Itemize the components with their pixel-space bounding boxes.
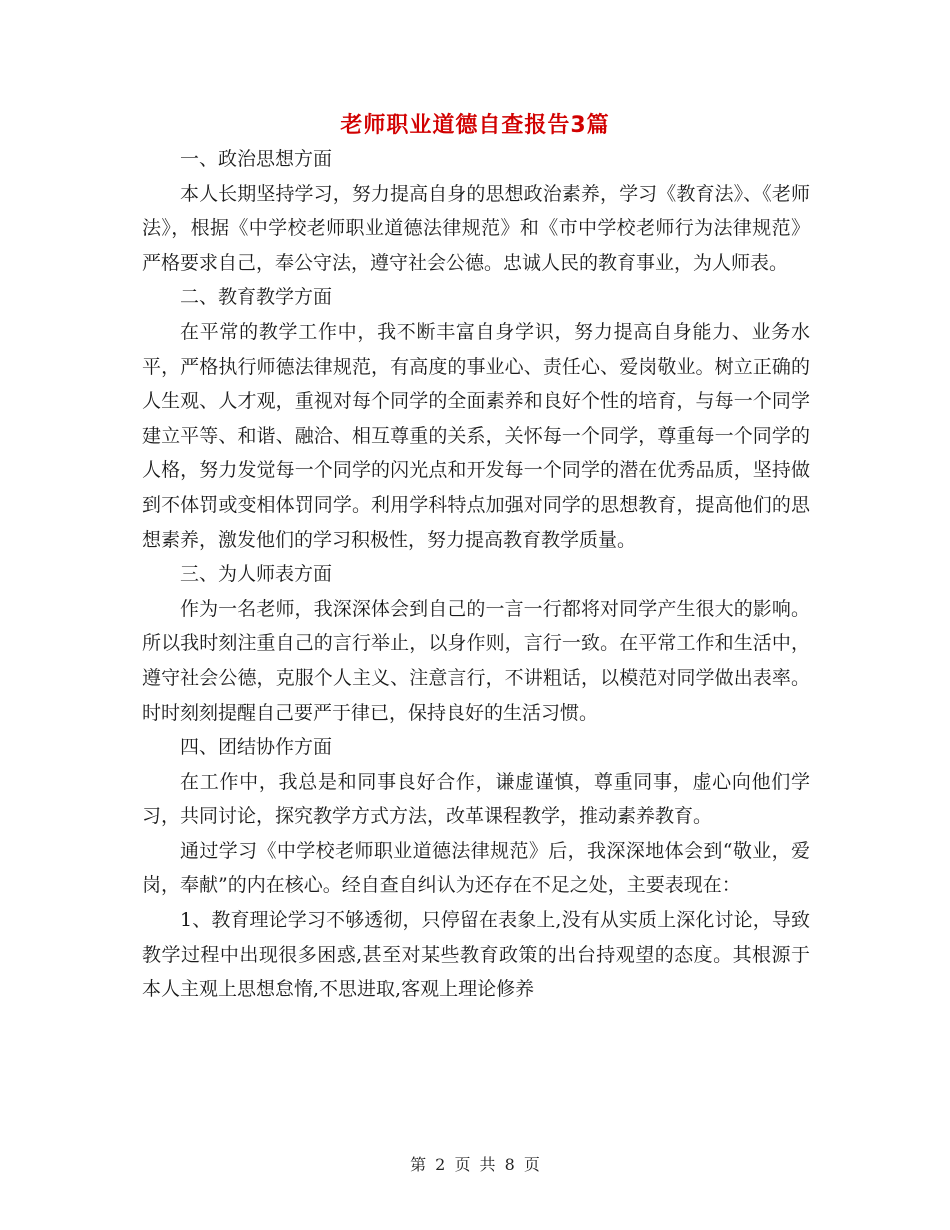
document-body <box>142 142 810 1007</box>
document-title: 老师职业道德自查报告3篇 <box>340 113 610 138</box>
paragraph-summary: 通过学习《中学校老师职业道德法律规范》后，我深深地体会到“敬业，爱岗，奉献”的内在核心。经自查自纠认为还存在不足之处，主要表现在： <box>142 839 810 897</box>
paragraph-teamwork: 在工作中，我总是和同事良好合作，谦虚谨慎，尊重同事，虚心向他们学习，共同讨论，探究教学方式方法，改革课程教学，推动素养教育。 <box>142 770 810 828</box>
section-heading-teaching: 二、教育教学方面 <box>180 286 333 309</box>
paragraph-teaching: 在平常的教学工作中，我不断丰富自身学识，努力提高自身能力、业务水平，严格执行师德法律规范，有高度的事业心、责任心、爱岗敬业。树立正确的人生观、人才观，重视对每个同学的全面素养和良好个性的培育，与每一个同学建立平等、和谐、融洽、相互尊重的关系，关怀每一个同学，尊重每一个同学的人格，努力发觉每一个同学的闪光点和开发每一个同学的潜在优秀品质，坚持做到不体罚或变相体罚同学。利用学科特点加强对同学的思想教育，提高他们的思想素养，激发他们的学习积极性，努力提高教育教学质量。 <box>142 320 810 551</box>
paragraph-politics: 本人长期坚持学习，努力提高自身的思想政治素养，学习《教育法》、《老师法》，根据《中学校老师职业道德法律规范》和《市中学校老师行为法律规范》严格要求自己，奉公守法，遵守社会公德。忠诚人民的教育事业，为人师表。 <box>142 182 810 274</box>
section-heading-role-model: 三、为人师表方面 <box>180 563 333 586</box>
section-heading-teamwork: 四、团结协作方面 <box>180 736 333 759</box>
section-heading-politics: 一、政治思想方面 <box>180 148 333 170</box>
paragraph-shortcoming-1: 1、教育理论学习不够透彻，只停留在表象上,没有从实质上深化讨论，导致教学过程中出现很多困惑,甚至对某些教育政策的出台持观望的态度。其根源于本人主观上思想怠惰,不思进取,客观上理论修养 <box>142 909 810 1001</box>
page-number-footer: 第 2 页 共 8 页 <box>410 1155 540 1174</box>
paragraph-role-model: 作为一名老师，我深深体会到自己的一言一行都将对同学产生很大的影响。所以我时刻注重自己的言行举止，以身作则，言行一致。在平常工作和生活中，遵守社会公德，克服个人主义、注意言行，不讲粗话，以模范对同学做出表率。时时刻刻提醒自己要严于律已，保持良好的生活习惯。 <box>142 597 810 724</box>
